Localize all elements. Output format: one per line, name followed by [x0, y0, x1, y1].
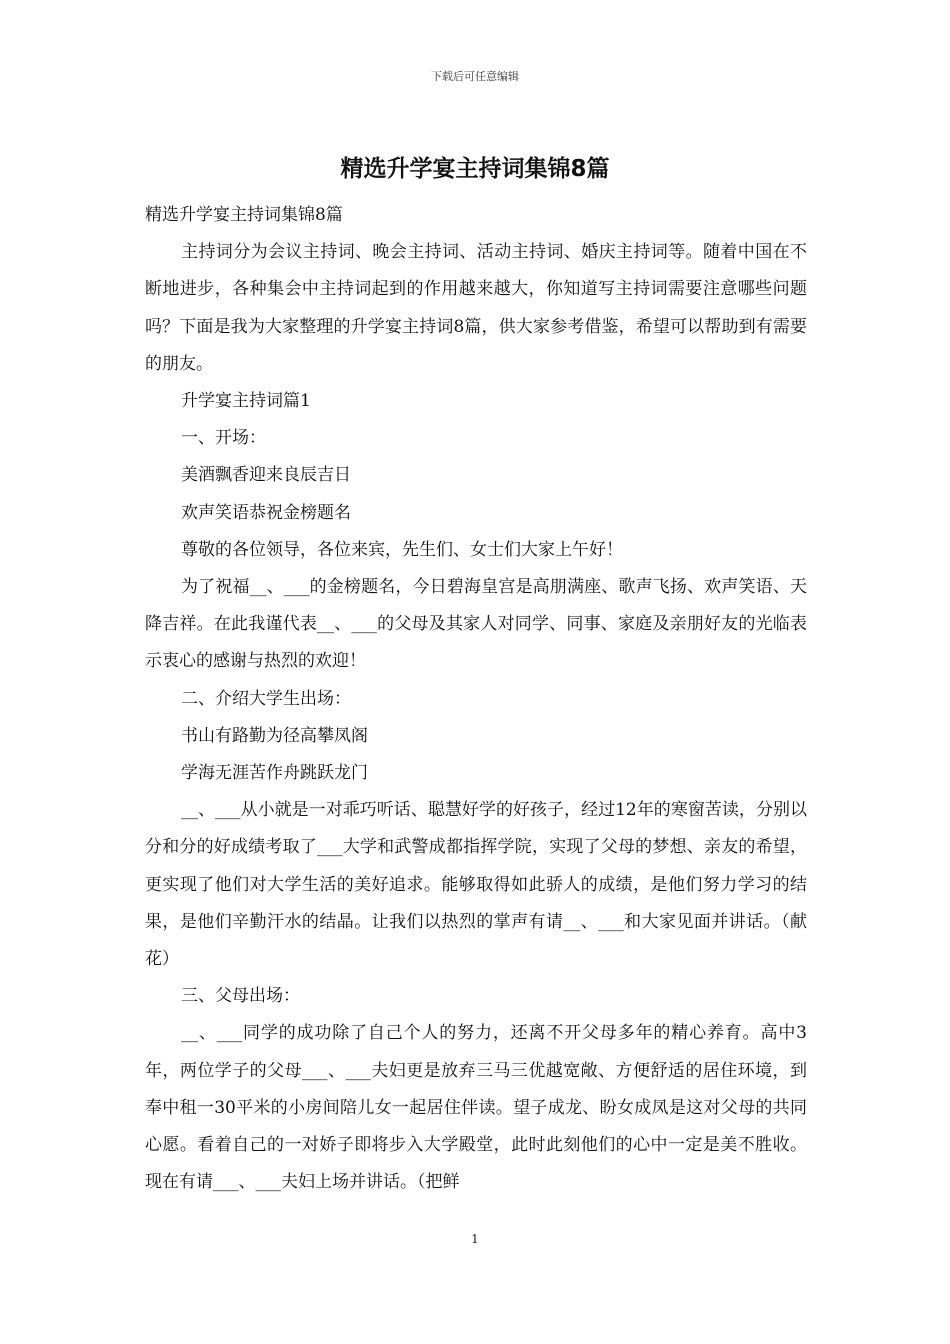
document-title: 精选升学宴主持词集锦8篇	[340, 156, 610, 182]
paragraph-verse-line: 学海无涯苦作舟跳跃龙门	[181, 763, 368, 784]
paragraph-opening-heading: 一、开场：	[181, 428, 266, 449]
paragraph-intro: 主持词分为会议主持词、晚会主持词、活动主持词、婚庆主持词等。随着中国在不断地进步，各种集会中主持词起到的作用越来越大，你知道写主持词需要注意哪些问题吗？下面是我为大家整理的升学宴主持词8篇，供大家参考借鉴，希望可以帮助到有需要的朋友。	[145, 242, 807, 374]
paragraph-verse-line: 欢声笑语恭祝金榜题名	[181, 502, 351, 523]
paragraph-greeting: 尊敬的各位领导，各位来宾，先生们、女士们大家上午好！	[181, 539, 623, 560]
paragraph-section-heading: 升学宴主持词篇1	[181, 391, 311, 412]
document-body	[145, 197, 807, 1201]
paragraph-parents-heading: 三、父母出场：	[181, 986, 300, 1007]
page-header-note: 下载后可任意编辑	[431, 70, 519, 83]
paragraph-student-intro: __、___从小就是一对乖巧听话、聪慧好学的好孩子，经过12年的寒窗苦读，分别以分和分的好成绩考取了___大学和武警成都指挥学院，实现了父母的梦想、亲友的希望，更实现了他们对大学生活的美好追求。能够取得如此骄人的成绩，是他们努力学习的结果，是他们辛勤汗水的结晶。让我们以热烈的掌声有请__、___和大家见面并讲话。（献花）	[145, 800, 807, 970]
paragraph-parents-intro: __、___同学的成功除了自己个人的努力，还离不开父母多年的精心养育。高中3年，两位学子的父母___、___夫妇更是放弃三马三优越宽敞、方便舒适的居住环境，到奉中租一30平米的小房间陪儿女一起居住伴读。望子成龙、盼女成凤是这对父母的共同心愿。看着自己的一对娇子即将步入大学殿堂，此时此刻他们的心中一定是美不胜收。现在有请___、___夫妇上场并讲话。（把鲜	[145, 1023, 807, 1193]
page-number: 1	[471, 1232, 479, 1246]
paragraph-verse-line: 美酒飘香迎来良辰吉日	[181, 465, 351, 486]
paragraph-verse-line: 书山有路勤为径高攀凤阁	[181, 725, 368, 746]
paragraph-welcome: 为了祝福__、___的金榜题名，今日碧海皇宫是高朋满座、歌声飞扬、欢声笑语、天降吉祥。在此我谨代表__、___的父母及其家人对同学、同事、家庭及亲朋好友的光临表示衷心的感谢与热烈的欢迎！	[145, 577, 807, 672]
paragraph-student-heading: 二、介绍大学生出场：	[181, 688, 351, 709]
paragraph-subtitle: 精选升学宴主持词集锦8篇	[145, 205, 343, 225]
